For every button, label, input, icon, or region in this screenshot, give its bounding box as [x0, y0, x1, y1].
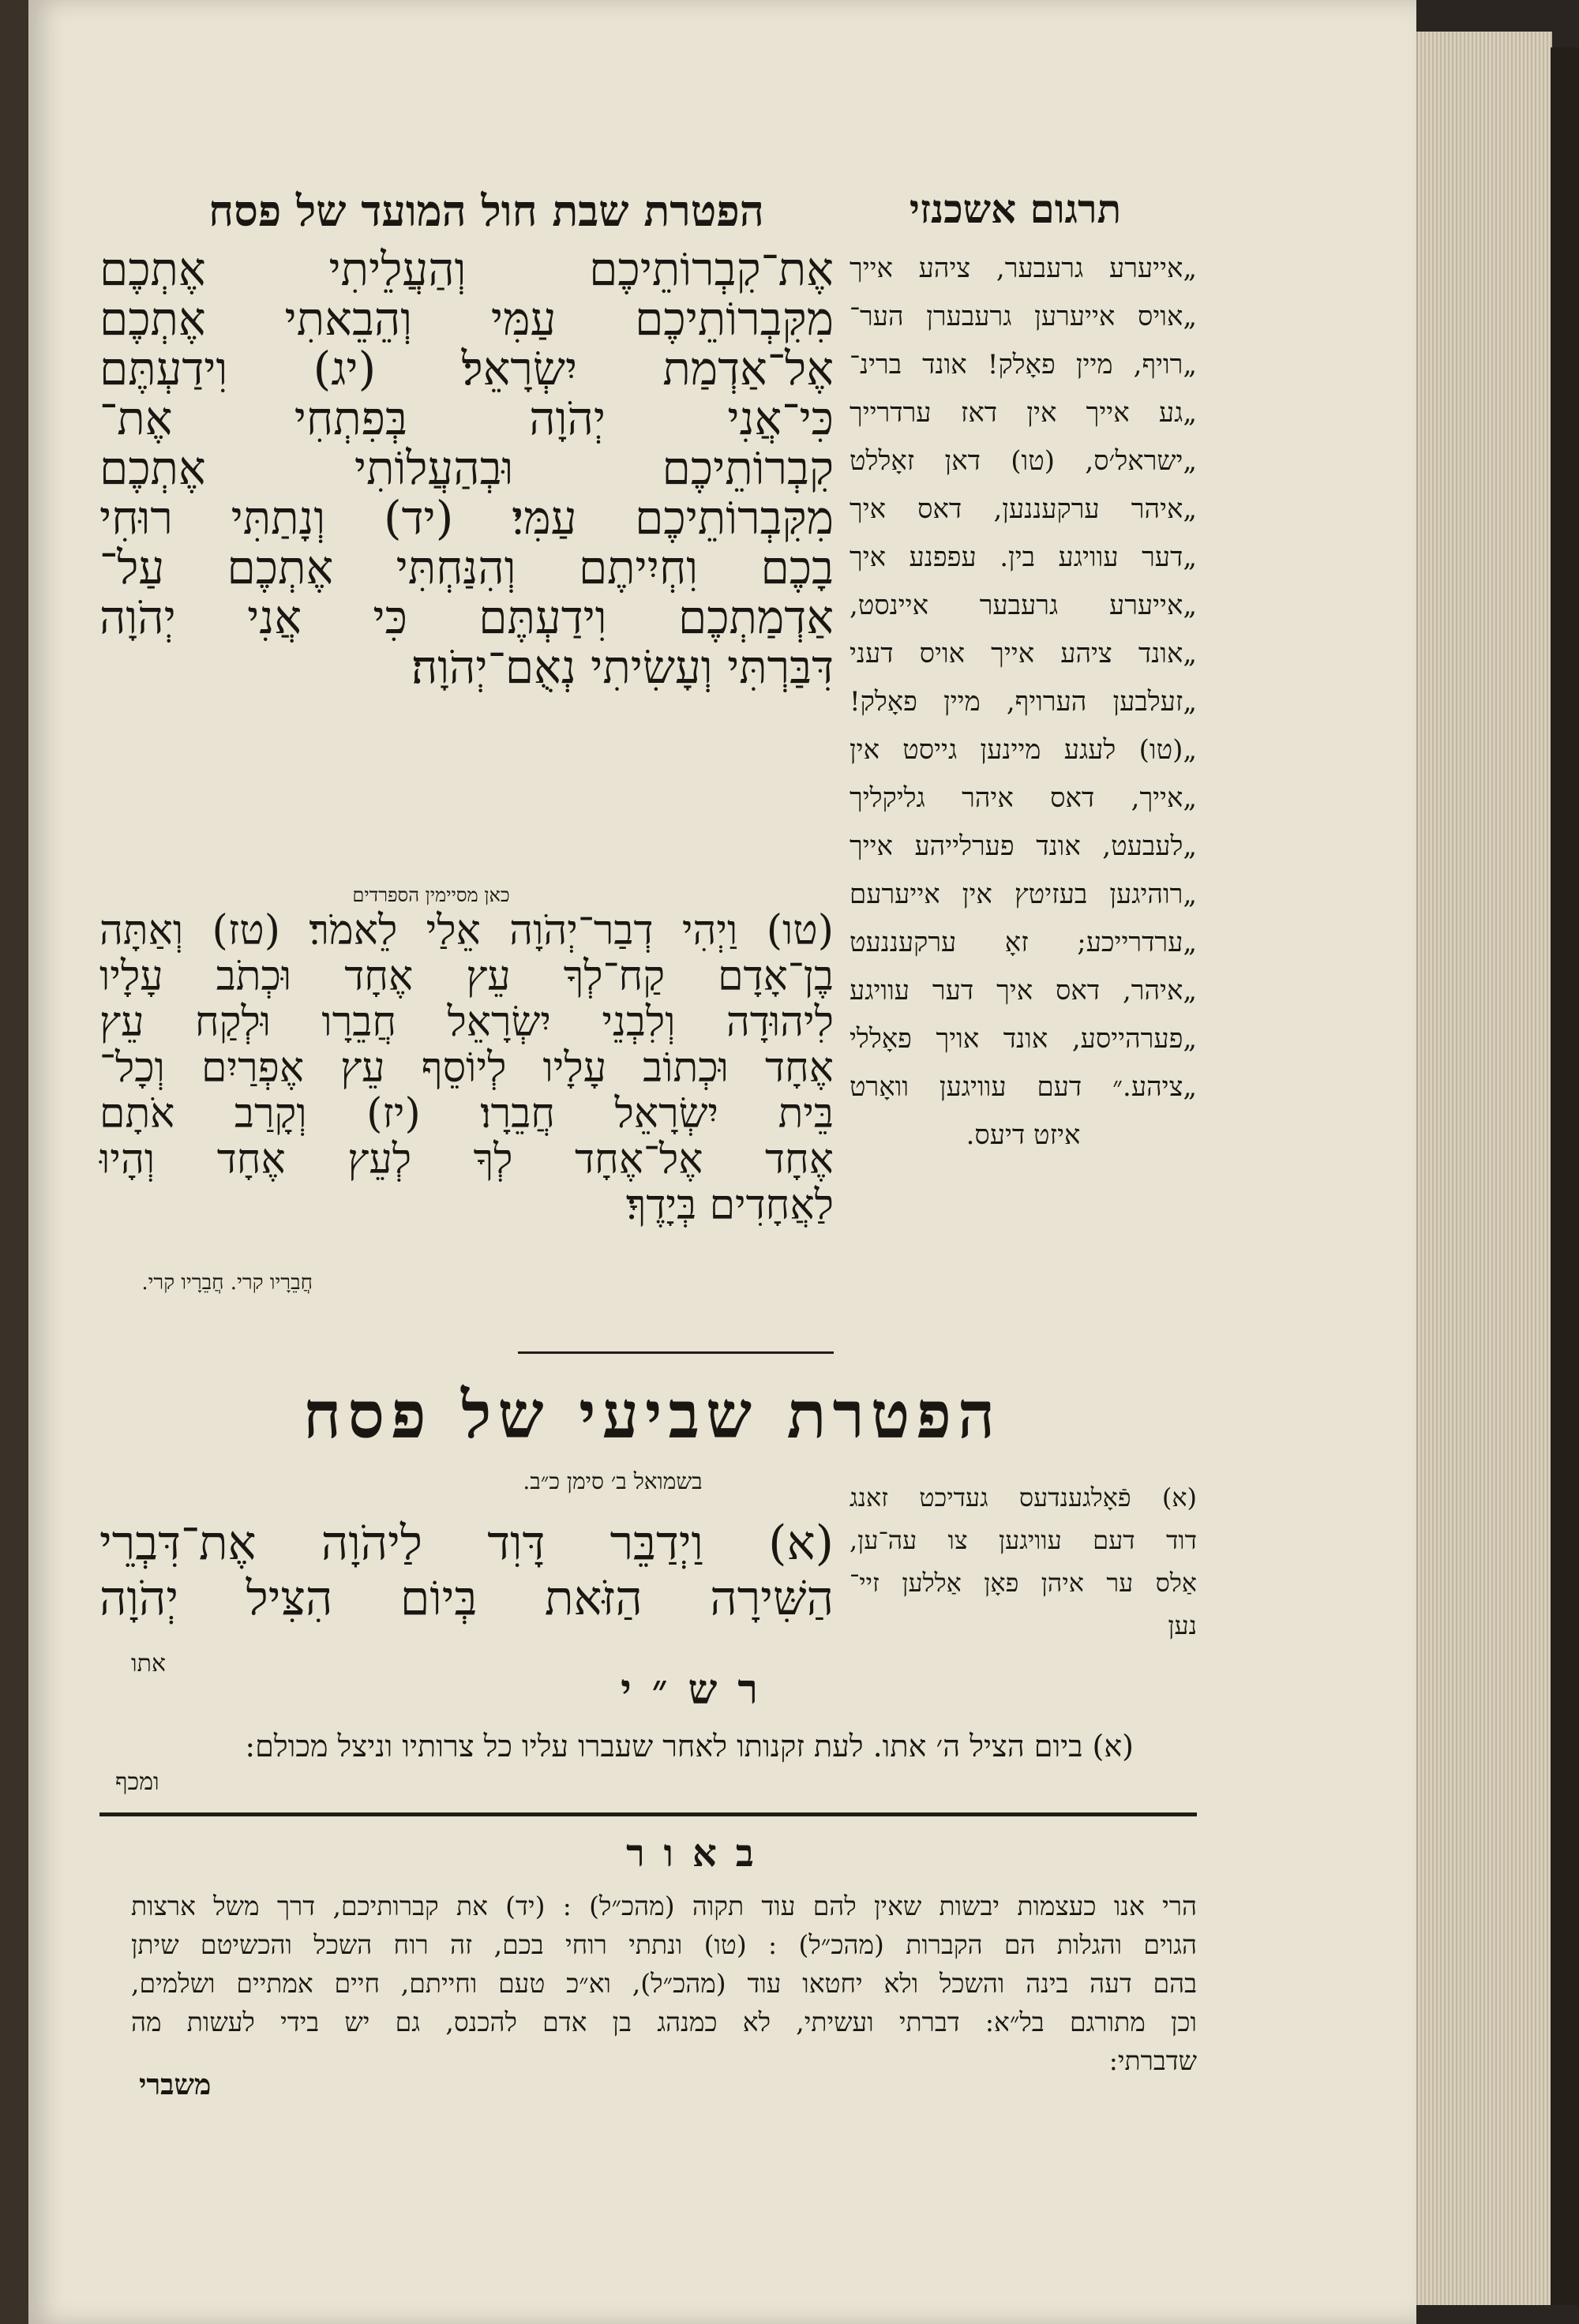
biur-commentary: [131, 1887, 1197, 2080]
translation-line: „רוהיגען בעזיטץ אין אייערעם: [850, 879, 1197, 910]
text-line: מִקִּבְרוֹתֵיכֶם עַמִּי׃ (יד) וְנָתַתִּי רוּחִי: [99, 491, 834, 545]
translation-line: „רויף, מיין פאָלק! אונד ברינ־: [850, 349, 1197, 380]
text-line: בָכֶם וִחְיִיתֶם וְהִנַּחְתִּי אֶתְכֶם עַל־: [99, 541, 834, 594]
running-head-haftarah: הפטרת שבת חול המועד של פסח: [208, 186, 764, 236]
translation-line: אַלס ער איהן פאָן אַללען זיי־: [850, 1568, 1197, 1598]
text-line: אַדְמַתְכֶם וִידַעְתֶּם כִּי אֲנִי יְהֹוָה: [99, 590, 834, 644]
text-line: כִּי־אֲנִי יְהֹוָה בְּפִתְחִי אֶת־: [99, 392, 834, 445]
text-line: לַאֲחָדִים בְּיָדֶךָ׃: [625, 1182, 834, 1229]
page-sheet: [28, 0, 1416, 2324]
translation-line: „דער עוויגע בין. עפפנע איך: [850, 542, 1197, 573]
text-line: (טו) וַיְהִי דְבַר־יְהֹוָה אֵלַי לֵאמֹר׃ (טז) וְאַתָּה: [99, 907, 834, 954]
translation-line: „לעבעט, אונד פערלייהע אייך: [850, 830, 1197, 862]
qere-note: חֲבֵרָיו קרי. חֲבֵרָיו קרי.: [141, 1271, 313, 1295]
text-line: (א) וַיְדַבֵּר דָּוִד לַיהֹוָה אֶת־דִּבְרֵי: [99, 1516, 834, 1571]
translation-line: „זעלבען הערויף, מיין פאָלק!: [850, 686, 1197, 718]
rashi-heading: רש״י: [621, 1666, 778, 1714]
catchword: ומכף: [115, 1768, 159, 1796]
section-source: בשמואל ב׳ סימן כ״ב.: [523, 1468, 703, 1494]
hebrew-main-text-section: [99, 1516, 834, 1626]
text-line: אֶל־אַדְמַת יִשְׂרָאֵל׃ (יג) וִידַעְתֶּם: [99, 342, 834, 395]
text-line: דִּבַּרְתִּי וְעָשִׂיתִי נְאֻם־יְהֹוָה׃: [411, 640, 834, 694]
running-head-translation: תרגום אשכנזי: [909, 186, 1122, 232]
translation-line: (א) פֿאָלגענדעס געדיכט זאנג: [850, 1482, 1197, 1512]
page-edges: [1416, 32, 1552, 2305]
translation-line: „גע אייך אין דאז ערדרייך: [850, 397, 1197, 429]
translation-line: נען: [1168, 1610, 1197, 1640]
translation-line: „אייערע גרעבער, ציהע אייך: [850, 253, 1197, 284]
translation-line: „(טו) לעגע מיינען גייסט אין: [850, 734, 1197, 766]
hebrew-main-text: [99, 242, 834, 694]
text-line: הַשִּׁירָה הַזֹּאת בְּיוֹם הִצִּיל יְהֹוָה: [99, 1571, 834, 1626]
biur-heading: באור: [626, 1831, 773, 1876]
text-line: בֶן־אָדָם קַח־לְךָ עֵץ אֶחָד וּכְתֹב עָלָיו: [99, 953, 834, 1000]
page-catchword: משברי: [139, 2068, 212, 2101]
source-note: כאן מסיימין הספרדים: [352, 884, 510, 906]
section-title: הפטרת שביעי של פסח: [302, 1378, 1002, 1453]
commentary-divider: [99, 1812, 1197, 1816]
german-translation-column-2: [850, 1476, 1197, 1647]
commentary-line: וכן מתורגם בל״א: דברתי ועשיתי, לא כמנהג בן אדם להכנס, גם יש בידי לעשות מה: [131, 2007, 1197, 2037]
commentary-line: הרי אנו כעצמות יבשות שאין להם עוד תקוה (מהכ״ל) : (יד) את קברותיכם, דרך משל ארצות: [131, 1891, 1197, 1921]
hebrew-main-text-continued: [99, 908, 834, 1228]
translation-line: „אייערע גרעבער איינסט,: [850, 590, 1197, 621]
text-line: קִבְרוֹתֵיכֶם וּבְהַעֲלוֹתִי אֶתְכֶם: [99, 441, 834, 495]
translation-line: „אייך, דאס איהר גליקליך: [850, 782, 1197, 814]
text-line: אֶחָד אֶל־אֶחָד לְךָ לְעֵץ אֶחָד וְהָיוּ: [99, 1136, 834, 1183]
catchword: אתו: [131, 1650, 166, 1677]
text-line: בֵּית יִשְׂרָאֵל חֲבֵרָו׃ (יז) וְקָרַב אֹתָם: [99, 1090, 834, 1138]
text-line: לִיהוּדָה וְלִבְנֵי יִשְׂרָאֵל חֲבֵרָו וּלְקַח עֵץ: [99, 999, 834, 1046]
commentary-line: שדברתי:: [1108, 2045, 1197, 2076]
rashi-commentary: (א) ביום הציל ה׳ אתו. לעת זקנותו לאחר שעברו עליו כל צרותיו וניצל מכולם:: [245, 1729, 1134, 1764]
translation-line: איזט דיעס.: [966, 1119, 1081, 1151]
section-divider: [518, 1351, 834, 1354]
translation-line: דוד דעם עוויגען צו עה־ען,: [850, 1525, 1197, 1555]
translation-line: „ציהע.״ דעם עוויגען וואָרט: [850, 1071, 1197, 1103]
translation-line: „אויס אייערען גרעבערן הער־: [850, 301, 1197, 332]
book-cover-edge: [1551, 47, 1579, 2305]
translation-line: „פערהייסע, אונד אויך פאָללי: [850, 1023, 1197, 1055]
text-line: אֶת־קִבְרוֹתֵיכֶם וְהַעֲלֵיתִי אֶתְכֶם: [99, 242, 834, 296]
german-translation-column: [850, 245, 1197, 1160]
translation-line: „אונד ציהע אייך אויס דעני: [850, 638, 1197, 669]
translation-line: „איהר ערקעננען, דאס איך: [850, 493, 1197, 525]
translation-line: „איהר, דאס איך דער עוויגע: [850, 975, 1197, 1006]
translation-line: „ערדרייכע; זאָ ערקעננעט: [850, 927, 1197, 958]
commentary-line: הגוים והגלות הם הקברות (מהכ״ל) : (טו) ונתתי רוחי בכם, זה רוח השכל והכשיטם שיתן: [131, 1929, 1197, 1960]
text-line: אֶחָד וּכְתוֹב עָלָיו לְיוֹסֵף עֵץ אֶפְרַיִם וְכָל־: [99, 1044, 834, 1092]
translation-line: „ישראל׳ס, (טו) דאן זאָללט: [850, 445, 1197, 477]
book-binding: [0, 0, 31, 2324]
text-line: מִקִּבְרוֹתֵיכֶם עַמִּי וְהֵבֵאתִי אֶתְכֶם: [99, 292, 834, 346]
commentary-line: בהם דעה בינה והשכל ולא יחטאו עוד (מהכ״ל), וא״כ טעם וחייתם, חיים אמתיים ושלמים,: [131, 1968, 1197, 1999]
